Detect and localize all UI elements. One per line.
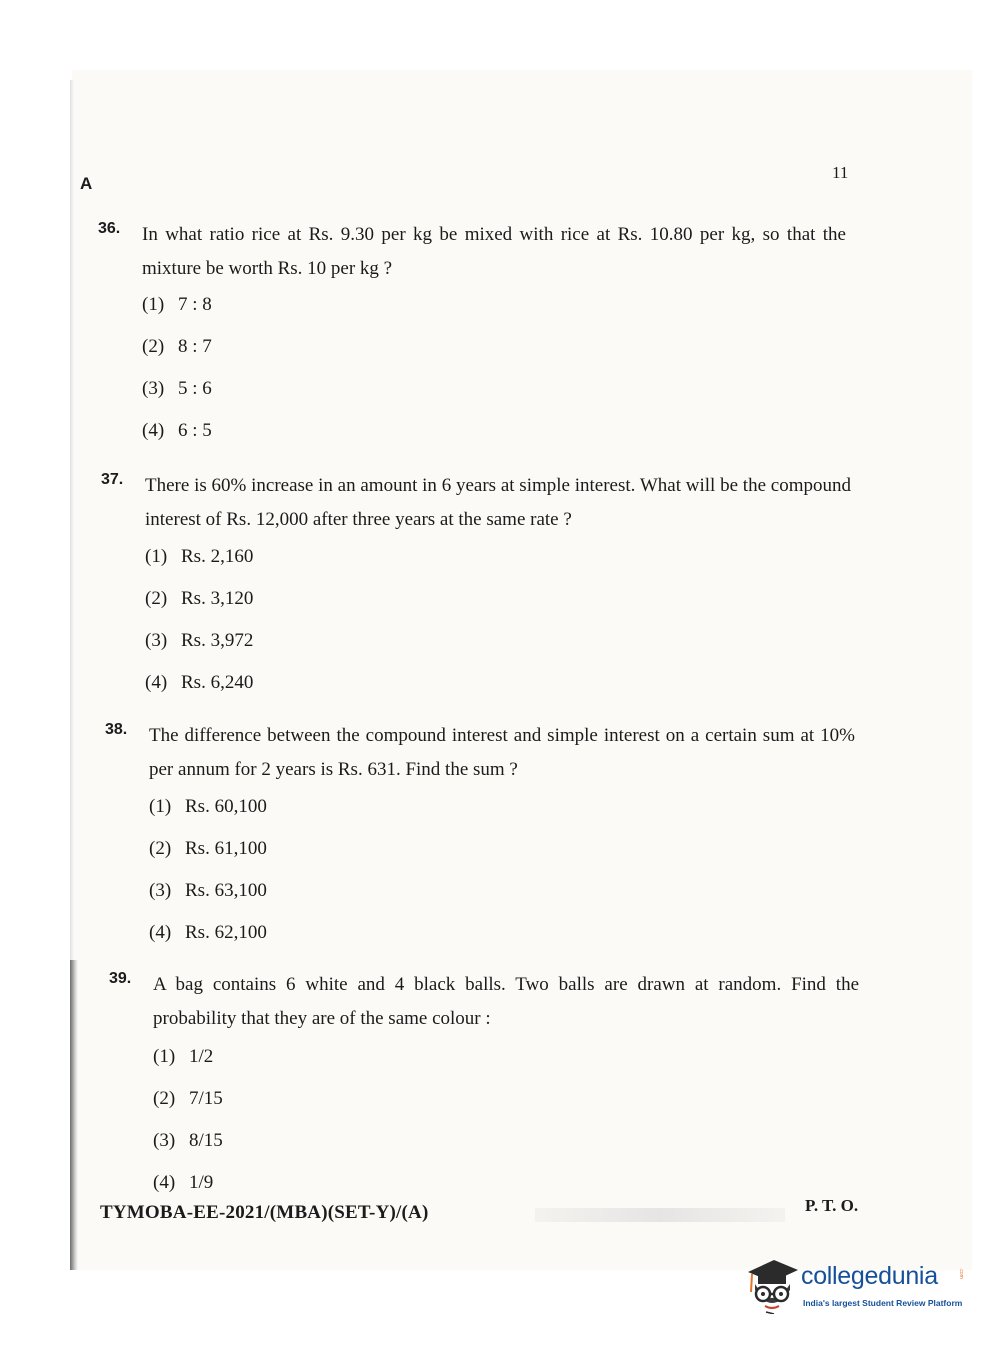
option-number: (1) (149, 796, 172, 817)
option-item (149, 878, 267, 920)
question-number: 36. (98, 220, 121, 237)
faint-bleed-through-text (535, 1208, 785, 1222)
page-edge-shadow (70, 80, 74, 960)
option-item (153, 1086, 223, 1128)
option-list (145, 544, 253, 712)
pto-label: P. T. O. (805, 1196, 859, 1215)
option-text: Rs. 62,100 (185, 922, 267, 943)
option-text: 5 : 6 (178, 378, 212, 399)
option-item (145, 628, 253, 670)
option-text: Rs. 2,160 (181, 546, 254, 567)
option-number: (4) (149, 922, 172, 943)
option-item (142, 334, 212, 376)
question-number: 39. (109, 970, 132, 987)
option-item (142, 418, 212, 460)
option-text: Rs. 3,972 (181, 630, 254, 651)
option-text: Rs. 61,100 (185, 838, 267, 859)
option-text: Rs. 6,240 (181, 672, 254, 693)
question-number: 38. (105, 721, 128, 738)
option-number: (3) (153, 1130, 176, 1151)
question-text: A bag contains 6 white and 4 black balls. Two balls are drawn at random. Find the probability that they are of the same colour : (153, 974, 859, 1029)
option-item (149, 920, 267, 962)
question-text: The difference between the compound interest and simple interest on a certain sum at 10% per annum for 2 years is Rs. 631. Find the sum ? (149, 725, 855, 780)
option-number: (3) (149, 880, 172, 901)
option-number: (3) (142, 378, 165, 399)
brand-tagline: India's largest Student Review Platform (803, 1298, 963, 1308)
question-text: In what ratio rice at Rs. 9.30 per kg be mixed with rice at Rs. 10.80 per kg, so that the mixture be worth Rs. 10 per kg ? (142, 224, 846, 279)
option-item (145, 670, 253, 712)
option-number: (1) (142, 294, 165, 315)
question-text: There is 60% increase in an amount in 6 years at simple interest. What will be the compound interest of Rs. 12,000 after three years at the same rate ? (145, 475, 851, 530)
option-number: (1) (145, 546, 168, 567)
option-text: 8/15 (189, 1130, 223, 1151)
option-item (145, 544, 253, 586)
option-text: 7/15 (189, 1088, 223, 1109)
brand-domain-suffix: .com (958, 1268, 964, 1279)
option-text: 1/9 (189, 1172, 214, 1193)
option-list (142, 292, 212, 460)
option-number: (3) (145, 630, 168, 651)
option-text: Rs. 60,100 (185, 796, 267, 817)
graduation-cap-mascot-icon (744, 1250, 800, 1314)
option-item (142, 292, 212, 334)
option-number: (2) (142, 336, 165, 357)
option-text: 8 : 7 (178, 336, 212, 357)
option-number: (4) (142, 420, 165, 441)
option-list (149, 794, 267, 962)
exam-code: TYMOBA-EE-2021/(MBA)(SET-Y)/(A) (100, 1202, 429, 1223)
option-text: 7 : 8 (178, 294, 212, 315)
page-number: 11 (832, 163, 849, 182)
option-item (153, 1044, 223, 1086)
question-number: 37. (101, 471, 124, 488)
option-number: (2) (153, 1088, 176, 1109)
option-number: (4) (145, 672, 168, 693)
page-edge-shadow-dark (70, 960, 78, 1270)
option-list (153, 1044, 223, 1212)
option-text: Rs. 3,120 (181, 588, 254, 609)
option-item (153, 1128, 223, 1170)
option-text: 1/2 (189, 1046, 214, 1067)
brand-name: collegedunia (801, 1262, 938, 1290)
option-text: Rs. 63,100 (185, 880, 267, 901)
option-item (142, 376, 212, 418)
option-number: (4) (153, 1172, 176, 1193)
set-letter: A (80, 174, 93, 193)
option-number: (2) (145, 588, 168, 609)
option-item (149, 794, 267, 836)
option-item (149, 836, 267, 878)
option-number: (1) (153, 1046, 176, 1067)
option-item (145, 586, 253, 628)
option-number: (2) (149, 838, 172, 859)
option-text: 6 : 5 (178, 420, 212, 441)
